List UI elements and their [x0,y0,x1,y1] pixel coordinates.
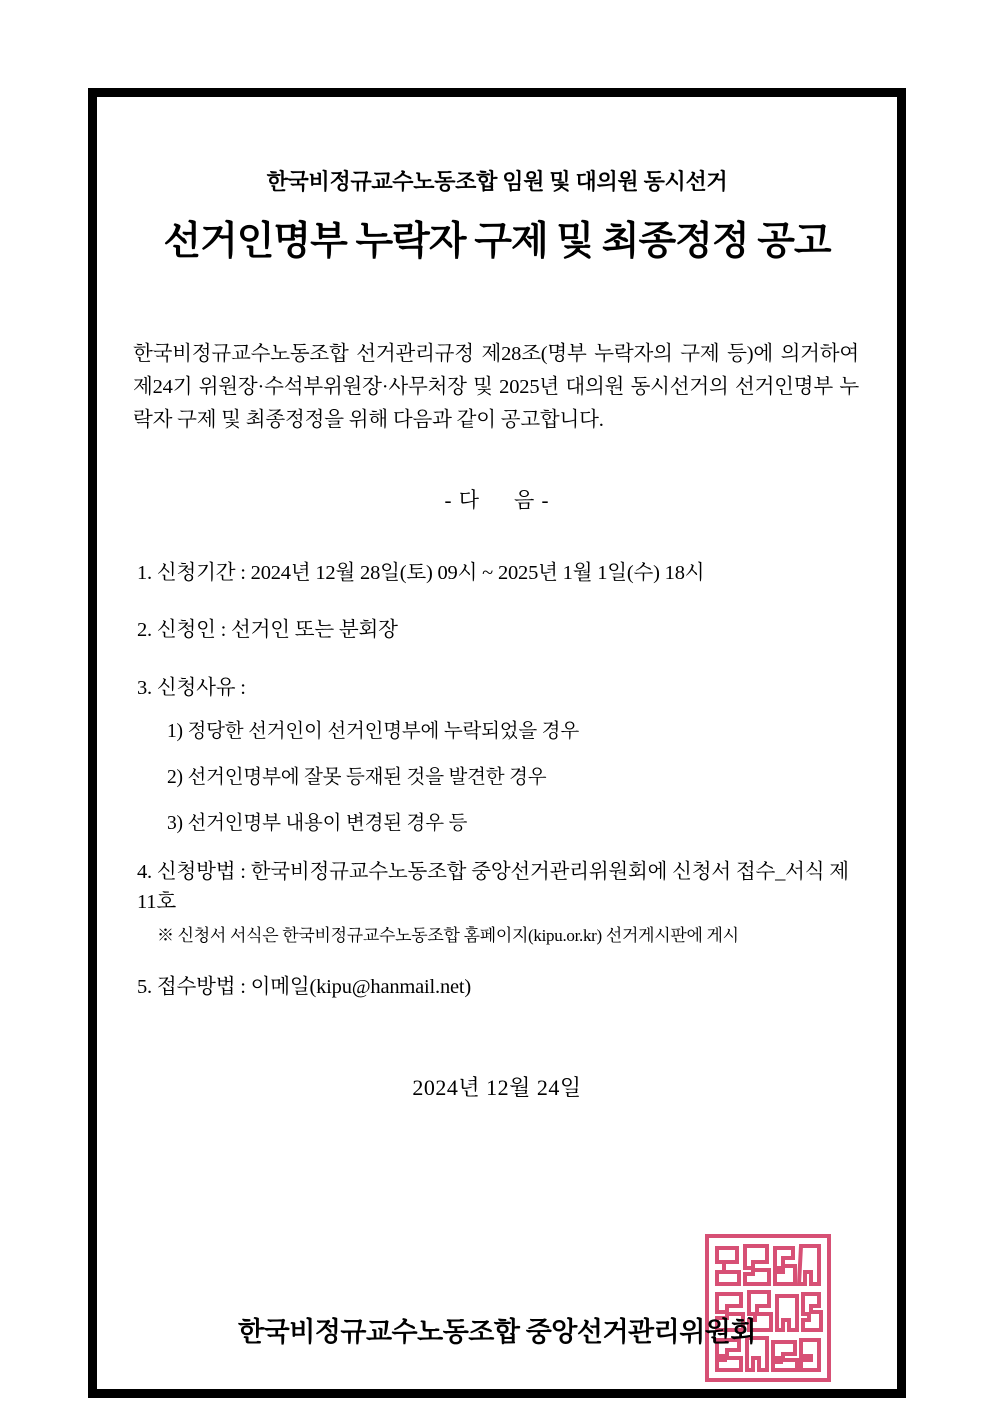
list-item: 3) 선거인명부 내용이 변경된 경우 등 [167,813,468,835]
application-form-note: ※ 신청서 서식은 한국비정규교수노동조합 홈페이지(kipu.or.kr) 선거게시판에 게시 [157,926,739,946]
reasons-sublist [131,718,863,839]
list-item: 4. 신청방법 : 한국비정규교수노동조합 중앙선거관리위원회에 신청서 접수_서식 제11호 [137,860,849,914]
list-item: 2) 선거인명부에 잘못 등재된 것을 발견한 경우 [167,767,547,789]
official-seal-icon [705,1234,831,1382]
list-item: 1) 정당한 선거인이 선거인명부에 누락되었을 경우 [167,720,579,742]
intro-paragraph: 한국비정규교수노동조합 선거관리규정 제28조(명부 누락자의 구제 등)에 의거하여 제24기 위원장·수석부위원장·사무처장 및 2025년 대의원 동시선거의 선거인명부 누락자 구제 및 최종정정을 위해 다음과 같이 공고합니다. [133,343,859,432]
document-frame [88,88,906,1398]
dauem-divider [131,484,863,514]
dauem-right: 음 - [514,487,550,512]
page-title: 선거인명부 누락자 구제 및 최종정정 공고 [163,220,831,263]
dauem-left: - 다 [444,487,480,512]
signature-area [131,1252,863,1372]
items-list [131,558,863,1003]
document-date: 2024년 12월 24일 [412,1074,582,1100]
list-item: 1. 신청기간 : 2024년 12월 28일(토) 09시 ~ 2025년 1월 1일(수) 18시 [137,561,705,584]
document-body [97,97,897,1389]
list-item: 2. 신청인 : 선거인 또는 분회장 [137,619,398,642]
document-subtitle: 한국비정규교수노동조합 임원 및 대의원 동시선거 [266,169,728,194]
issuer-signature: 한국비정규교수노동조합 중앙선거관리위원회 [238,1316,756,1347]
list-item: 5. 접수방법 : 이메일(kipu@hanmail.net) [137,976,472,999]
list-item: 3. 신청사유 : [137,677,246,700]
